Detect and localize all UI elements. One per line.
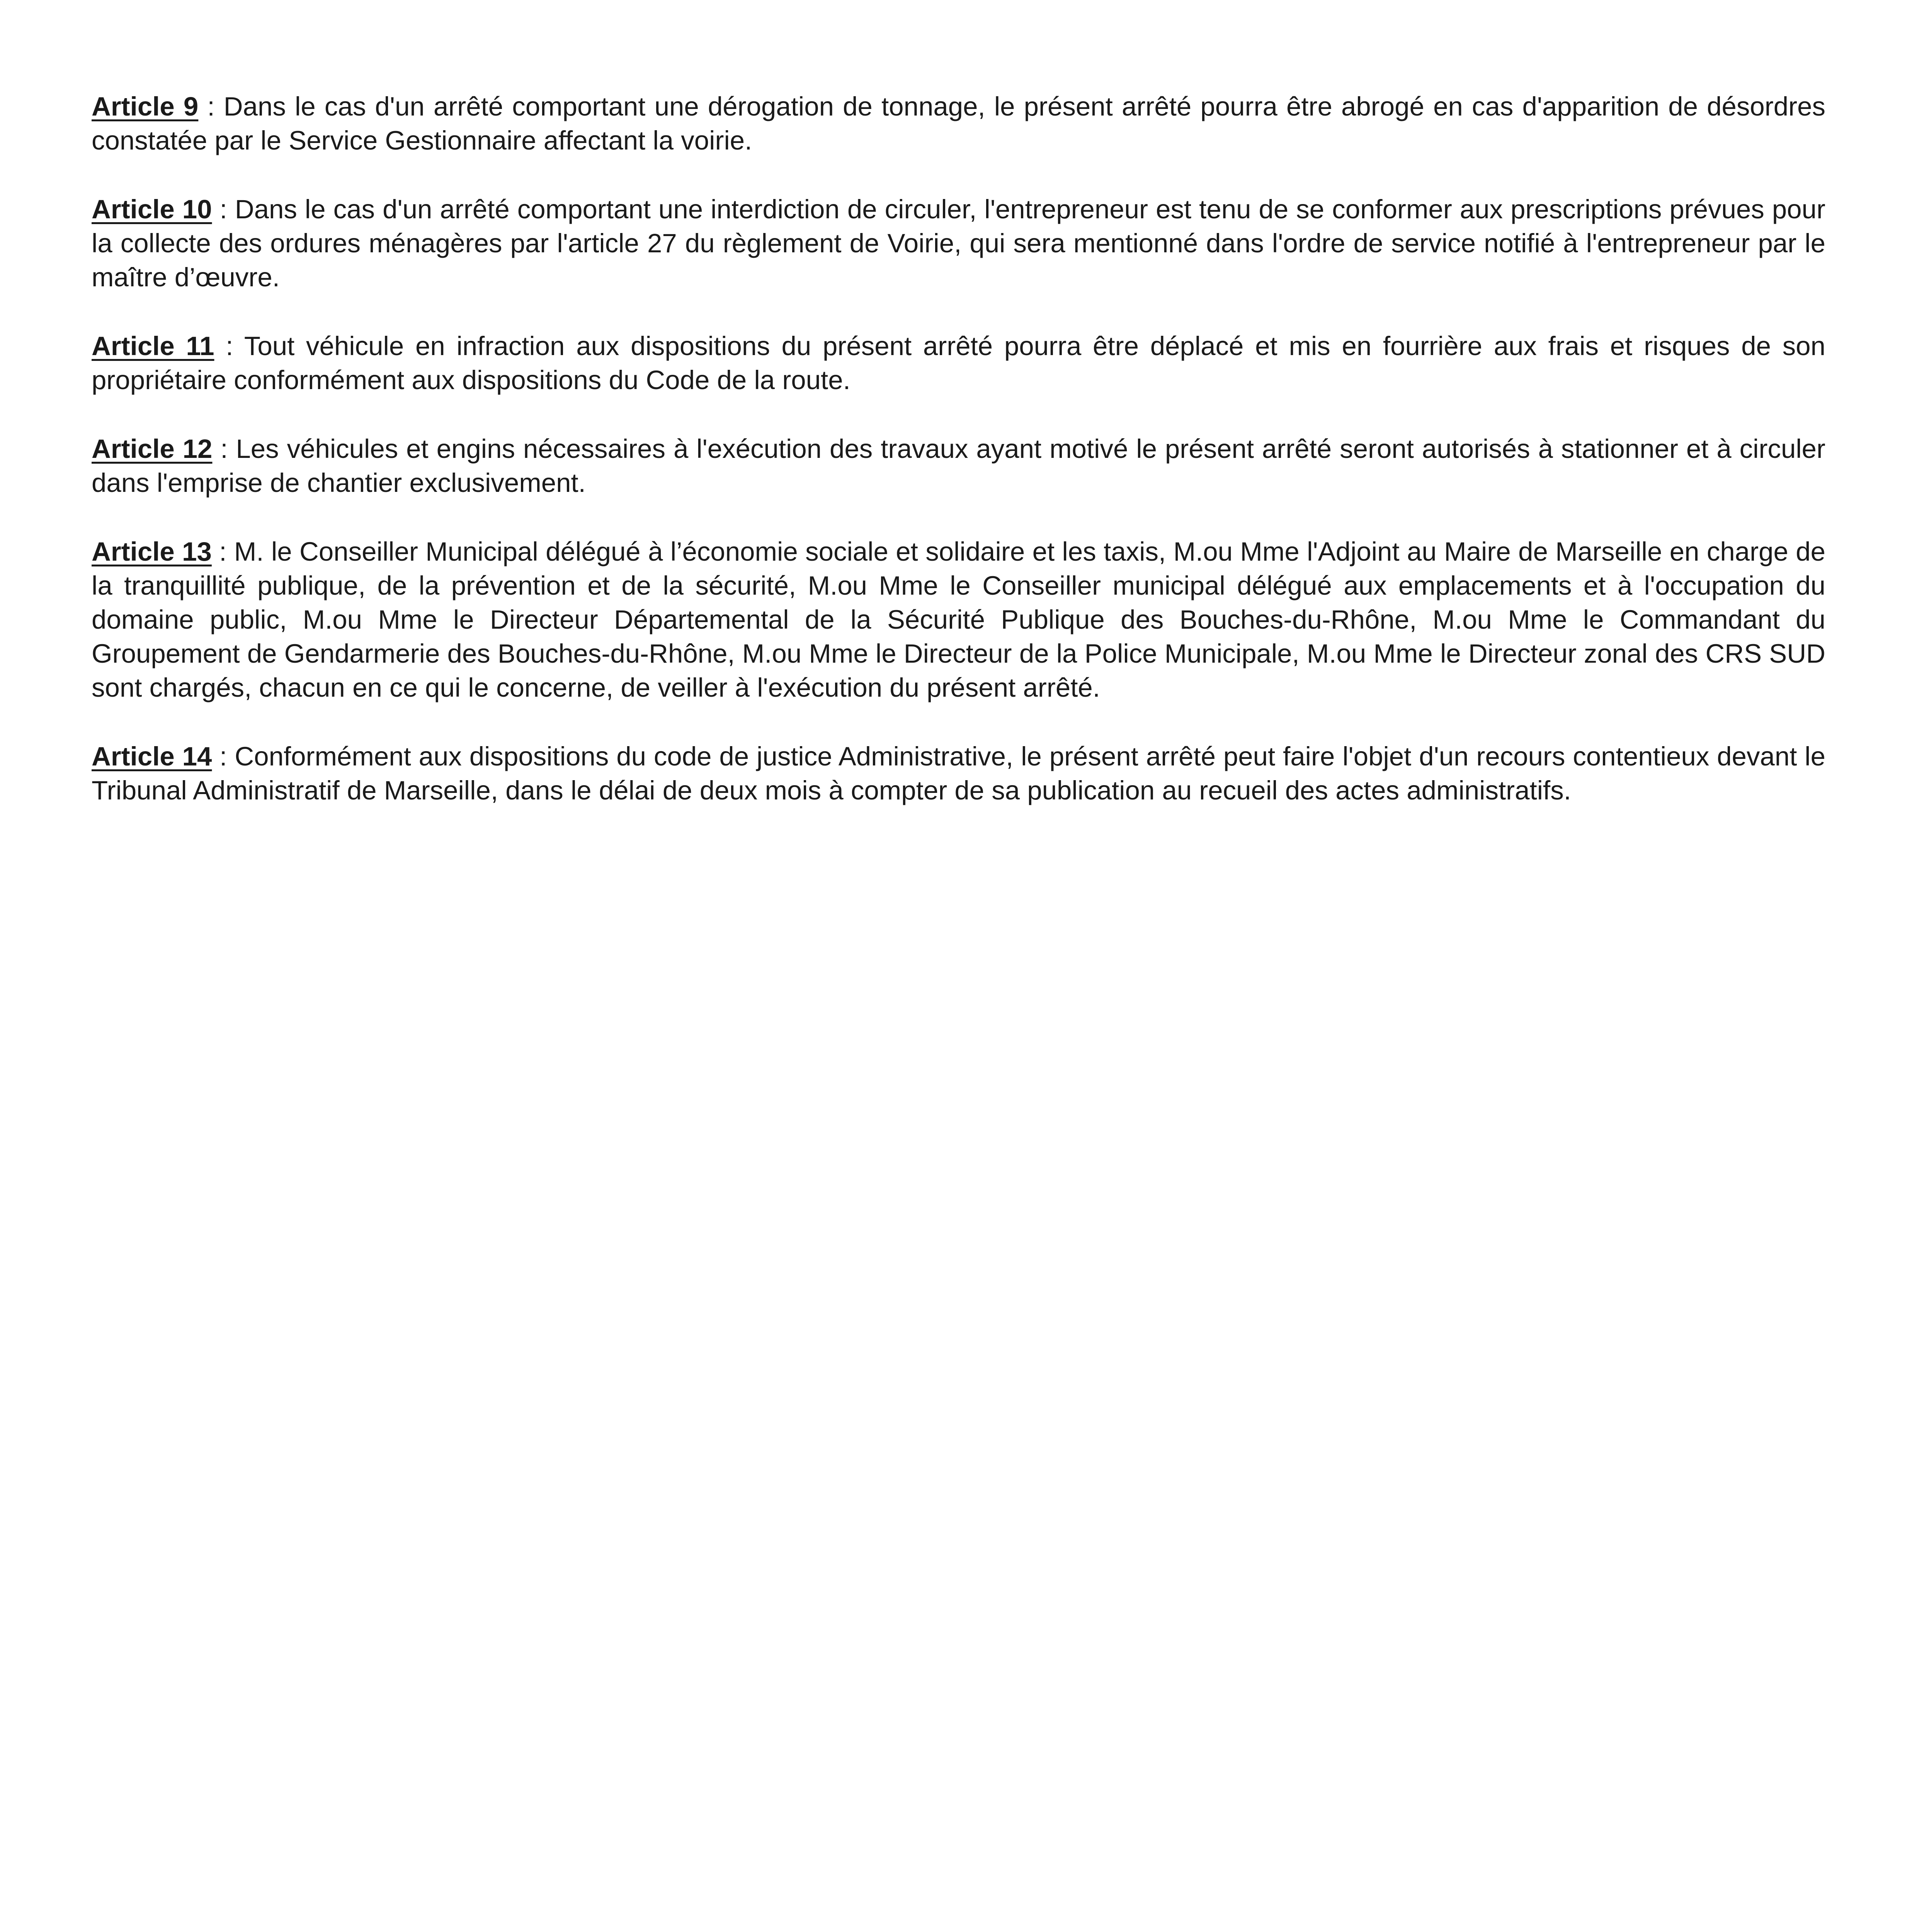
article-13 xyxy=(92,535,1825,705)
article-title: Article 13 xyxy=(92,537,212,566)
article-text: Dans le cas d'un arrêté comportant une interdiction de circuler, l'entrepreneur est tenu de se conformer aux prescriptions prévues pour la collecte des ordures ménagères par l'article 27 du règlement de Voirie, qui sera mentionné dans l'ordre de service notifié à l'entrepreneur par le maître d’œuvre. xyxy=(92,194,1825,292)
article-separator: : xyxy=(212,194,235,224)
article-text: Tout véhicule en infraction aux dispositions du présent arrêté pourra être déplacé et mis en fourrière aux frais et risques de son propriétaire conformément aux dispositions du Code de la route. xyxy=(92,331,1826,395)
article-title: Article 14 xyxy=(92,742,212,771)
article-title: Article 12 xyxy=(92,434,213,464)
article-12 xyxy=(92,432,1825,500)
article-11 xyxy=(92,329,1825,397)
article-title: Article 10 xyxy=(92,194,212,224)
article-text: Dans le cas d'un arrêté comportant une dérogation de tonnage, le présent arrêté pourra être abrogé en cas d'apparition de désordres constatée par le Service Gestionnaire affectant la voirie. xyxy=(92,92,1826,155)
article-separator: : xyxy=(212,742,235,771)
articles-list xyxy=(92,90,1825,842)
article-9 xyxy=(92,90,1825,158)
article-separator: : xyxy=(212,434,236,464)
article-text: M. le Conseiller Municipal délégué à l’économie sociale et solidaire et les taxis, M.ou Mme l'Adjoint au Maire de Marseille en charge de la tranquillité publique, de la prévention et de la sécurité, M.ou Mme le Conseiller municipal délégué aux emplacements et à l'occupation du domaine public, M.ou Mme le Directeur Départemental de la Sécurité Publique des Bouches-du-Rhône, M.ou Mme le Commandant du Groupement de Gendarmerie des Bouches-du-Rhône, M.ou Mme le Directeur de la Police Municipale, M.ou Mme le Directeur zonal des CRS SUD sont chargés, chacun en ce qui le concerne, de veiller à l'exécution du présent arrêté. xyxy=(92,537,1826,702)
article-text: Conformément aux dispositions du code de justice Administrative, le présent arrêté peut faire l'objet d'un recours contentieux devant le Tribunal Administratif de Marseille, dans le délai de deux mois à compter de sa publication au recueil des actes administratifs. xyxy=(92,742,1826,805)
article-separator: : xyxy=(198,92,224,121)
article-10 xyxy=(92,192,1825,294)
article-separator: : xyxy=(211,537,234,566)
article-title: Article 9 xyxy=(92,92,199,121)
article-title: Article 11 xyxy=(92,331,214,361)
article-text: Les véhicules et engins nécessaires à l'exécution des travaux ayant motivé le présent arrêté seront autorisés à stationner et à circuler dans l'emprise de chantier exclusivement. xyxy=(92,434,1826,498)
article-separator: : xyxy=(214,331,244,361)
article-14 xyxy=(92,740,1825,808)
